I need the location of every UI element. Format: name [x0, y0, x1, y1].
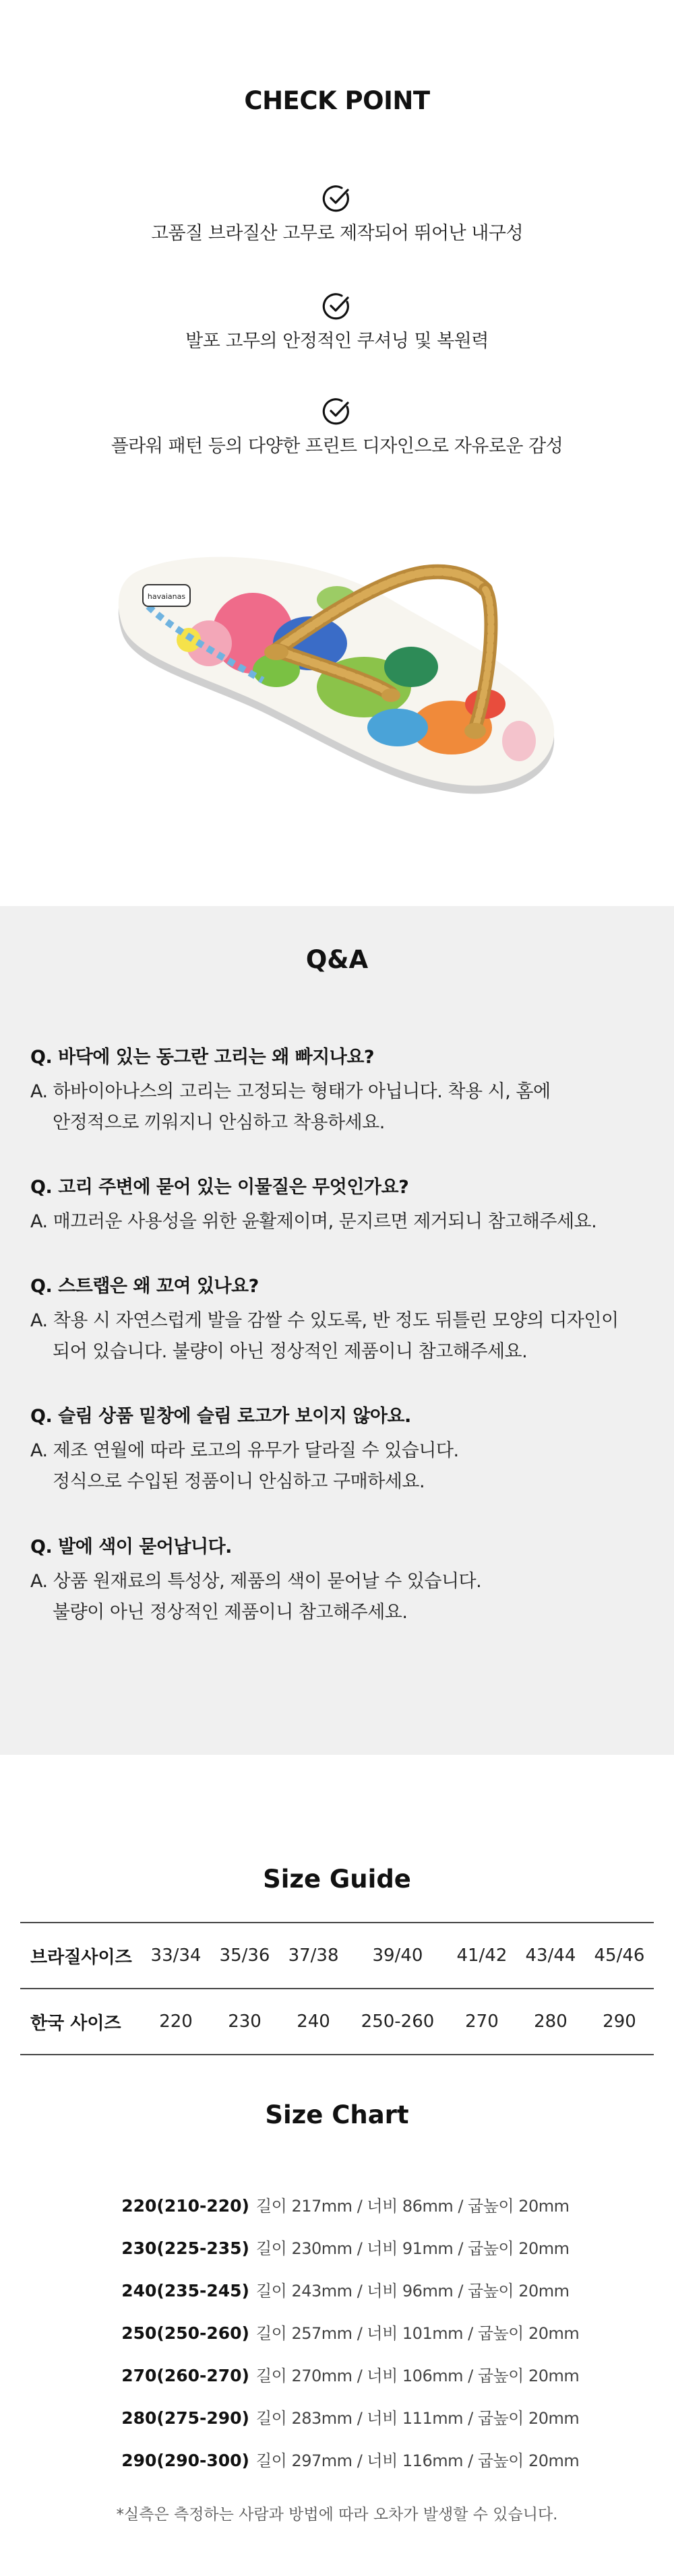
table-cell: 240 — [297, 2011, 330, 2032]
check-circle-icon — [321, 396, 353, 427]
size-chart-desc: 길이 297mm / 너비 116mm / 굽높이 20mm — [256, 2451, 580, 2470]
size-chart-size: 230(225-235) — [121, 2239, 249, 2258]
qa-answer-line: 정식으로 수입된 정품이니 안심하고 구매하세요. — [53, 1471, 425, 1492]
check-circle-icon — [321, 183, 353, 214]
qa-answer-line: A. 매끄러운 사용성을 위한 윤활제이며, 문지르면 제거되니 참고해주세요. — [30, 1211, 597, 1232]
qa-answer — [30, 1076, 650, 1138]
size-chart-size: 290(290-300) — [121, 2451, 249, 2470]
size-chart-note: *실측은 측정하는 사람과 방법에 따라 오차가 발생할 수 있습니다. — [116, 2506, 558, 2523]
table-cell: 220 — [159, 2011, 193, 2032]
qa-answer-line: A. 착용 시 자연스럽게 발을 감쌀 수 있도록, 반 정도 뒤틀린 모양의 디자인이 — [30, 1310, 619, 1331]
row-header: 브라질사이즈 — [30, 1947, 132, 1968]
check-circle-icon — [321, 291, 353, 322]
size-chart-desc: 길이 270mm / 너비 106mm / 굽높이 20mm — [256, 2366, 580, 2385]
qa-item — [30, 1044, 650, 1138]
qa-answer — [30, 1436, 650, 1498]
qa-item — [30, 1273, 650, 1367]
size-chart-size: 250(250-260) — [121, 2323, 249, 2343]
size-chart-row — [108, 2447, 620, 2474]
size-chart-row — [108, 2193, 620, 2220]
size-chart-row — [108, 2235, 620, 2262]
qa-question: Q. 바닥에 있는 동그란 고리는 왜 빠지나요? — [30, 1047, 375, 1068]
checkpoint-title: CHECK POINT — [244, 86, 430, 115]
qa-item — [30, 1534, 650, 1628]
table-cell: 270 — [465, 2011, 499, 2032]
size-chart-desc: 길이 243mm / 너비 96mm / 굽높이 20mm — [256, 2282, 570, 2300]
size-guide-section — [0, 1755, 674, 2058]
table-cell: 45/46 — [594, 1945, 645, 1966]
checkpoint-item — [0, 291, 674, 354]
size-chart-desc: 길이 230mm / 너비 91mm / 굽높이 20mm — [256, 2239, 570, 2258]
checkpoint-section — [0, 0, 674, 906]
size-chart-size: 240(235-245) — [121, 2281, 249, 2300]
table-cell: 290 — [603, 2011, 636, 2032]
qa-question: Q. 스트랩은 왜 꼬여 있나요? — [30, 1276, 259, 1297]
table-cell: 41/42 — [456, 1945, 508, 1966]
checkpoint-text: 플라워 패턴 등의 다양한 프린트 디자인으로 자유로운 감성 — [111, 436, 563, 457]
size-chart-size: 220(210-220) — [121, 2196, 249, 2216]
table-row — [20, 1923, 654, 1989]
qa-question: Q. 슬림 상품 밑창에 슬림 로고가 보이지 않아요. — [30, 1406, 411, 1427]
qa-question: Q. 발에 색이 묻어납니다. — [30, 1537, 232, 1557]
size-chart-desc: 길이 283mm / 너비 111mm / 굽높이 20mm — [256, 2409, 580, 2428]
qa-section — [0, 906, 674, 1755]
size-chart-size: 270(260-270) — [121, 2366, 249, 2385]
qa-answer-line: A. 상품 원재료의 특성상, 제품의 색이 묻어날 수 있습니다. — [30, 1571, 482, 1592]
table-cell: 39/40 — [372, 1945, 423, 1966]
table-cell: 280 — [534, 2011, 568, 2032]
checkpoint-item — [0, 396, 674, 459]
checkpoint-item — [0, 183, 674, 247]
size-chart-row — [108, 2405, 620, 2432]
checkpoint-text: 고품질 브라질산 고무로 제작되어 뛰어난 내구성 — [150, 223, 524, 244]
size-guide-title: Size Guide — [263, 1865, 411, 1894]
qa-answer-line: A. 제조 연월에 따라 로고의 유무가 달라질 수 있습니다. — [30, 1440, 459, 1461]
qa-answer — [30, 1306, 650, 1367]
qa-answer — [30, 1566, 650, 1628]
table-cell: 43/44 — [525, 1945, 576, 1966]
qa-answer-line: 되어 있습니다. 불량이 아닌 정상적인 제품이니 참고해주세요. — [53, 1341, 528, 1362]
size-chart-desc: 길이 217mm / 너비 86mm / 굽높이 20mm — [256, 2197, 570, 2216]
size-guide-table — [20, 1922, 654, 2055]
qa-answer-line: A. 하바이아나스의 고리는 고정되는 형태가 아닙니다. 착용 시, 홈에 — [30, 1081, 551, 1102]
table-cell: 250-260 — [361, 2011, 435, 2032]
size-chart-row — [108, 2362, 620, 2389]
product-brand-logo: havaianas — [147, 592, 186, 601]
table-cell: 33/34 — [150, 1945, 202, 1966]
row-header: 한국 사이즈 — [30, 2013, 121, 2034]
qa-answer-line: 불량이 아닌 정상적인 제품이니 참고해주세요. — [53, 1602, 408, 1623]
qa-item — [30, 1403, 650, 1498]
size-chart-desc: 길이 257mm / 너비 101mm / 굽높이 20mm — [256, 2324, 580, 2343]
table-cell: 230 — [228, 2011, 262, 2032]
size-chart-row — [108, 2278, 620, 2305]
checkpoint-text: 발포 고무의 안정적인 쿠셔닝 및 복원력 — [185, 331, 489, 352]
qa-item — [30, 1174, 650, 1237]
table-row — [20, 1989, 654, 2055]
size-chart-section — [0, 2058, 674, 2576]
table-cell: 37/38 — [288, 1945, 339, 1966]
table-cell: 35/36 — [219, 1945, 270, 1966]
qa-answer — [30, 1206, 650, 1237]
size-chart-row — [108, 2320, 620, 2347]
size-chart-size: 280(275-290) — [121, 2408, 249, 2428]
size-chart-title: Size Chart — [265, 2100, 409, 2129]
qa-title: Q&A — [305, 945, 369, 974]
qa-question: Q. 고리 주변에 묻어 있는 이물질은 무엇인가요? — [30, 1177, 409, 1198]
qa-answer-line: 안정적으로 끼워지니 안심하고 착용하세요. — [53, 1112, 385, 1133]
product-flip-flop-image — [108, 525, 566, 822]
